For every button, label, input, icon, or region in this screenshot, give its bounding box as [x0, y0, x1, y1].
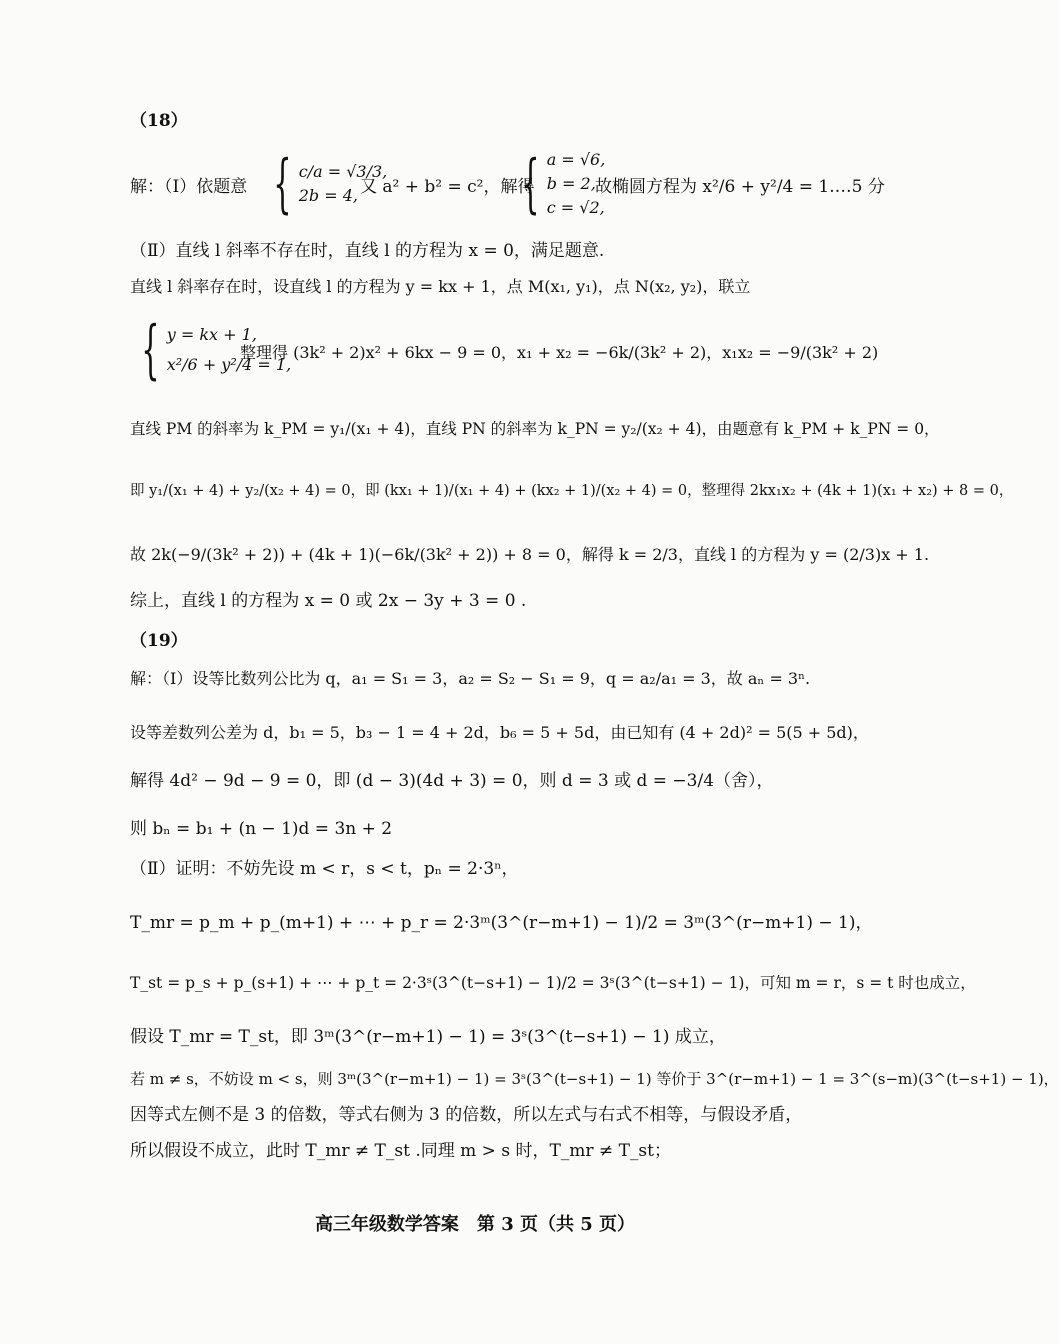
q18-sys2-eq3: c = √2, — [546, 198, 605, 217]
left-brace-icon: { — [273, 147, 292, 221]
left-brace-icon: { — [141, 313, 160, 387]
q18-part2-line2: 直线 l 斜率存在时，设直线 l 的方程为 y = kx + 1，点 M(x₁, y₁)，点 N(x₂, y₂)，联立 — [130, 277, 751, 296]
q18-sys3-eq2: x²/6 + y²/4 = 1, — [166, 355, 292, 374]
q19-number: （19） — [130, 631, 188, 651]
q19-part2-line1: （Ⅱ）证明：不妨先设 m < r，s < t，pₙ = 2·3ⁿ， — [130, 859, 519, 879]
q18-part2-line1: （Ⅱ）直线 l 斜率不存在时，直线 l 的方程为 x = 0，满足题意. — [130, 241, 605, 261]
q19-assumption: 假设 T_mr = T_st，即 3ᵐ(3^(r−m+1) − 1) = 3ˢ(3^(t−s+1) − 1) 成立， — [130, 1027, 726, 1047]
q19-contradiction: 因等式左侧不是 3 的倍数，等式右侧为 3 的倍数，所以左式与右式不相等，与假设矛盾， — [130, 1105, 803, 1125]
q19-part1-line2: 设等差数列公差为 d，b₁ = 5，b₃ − 1 = 4 + 2d，b₆ = 5 + 5d，由已知有 (4 + 2d)² = 5(5 + 5d)， — [130, 723, 869, 742]
page-footer: 高三年级数学答案 第 3 页（共 5 页） — [314, 1214, 636, 1235]
q19-sum-Tst: T_st = p_s + p_(s+1) + ⋯ + p_t = 2·3ˢ(3^(t−s+1) − 1)/2 = 3ˢ(3^(t−s+1) − 1)，可知 m = r，s = t 时也成立， — [130, 974, 976, 992]
left-brace-icon: { — [521, 147, 540, 221]
q19-case-m-lt-s: 若 m ≠ s，不妨设 m < s，则 3ᵐ(3^(r−m+1) − 1) = 3ˢ(3^(t−s+1) − 1) 等价于 3^(r−m+1) − 1 = 3^(s−m)(3^(t−s+1) − 1)， — [130, 1070, 1059, 1088]
q19-part1-line4: 则 bₙ = b₁ + (n − 1)d = 3n + 2 — [130, 819, 393, 839]
q19-final: 所以假设不成立，此时 T_mr ≠ T_st .同理 m > s 时，T_mr ≠ T_st； — [130, 1141, 671, 1161]
q18-slope-sum: 即 y₁/(x₁ + 4) + y₂/(x₂ + 4) = 0，即 (kx₁ + 1)/(x₁ + 4) + (kx₂ + 1)/(x₂ + 4) = 0，整理得 2kx₁x₂ + (4k + 1)(x₁ + x₂) + 8 = 0， — [130, 483, 1014, 499]
q19-part1-line3: 解得 4d² − 9d − 9 = 0，即 (d − 3)(4d + 3) = 0，则 d = 3 或 d = −3/4（舍）， — [130, 771, 774, 791]
q18-sys3-eq1: y = kx + 1, — [166, 325, 257, 344]
q18-conclusion: 综上，直线 l 的方程为 x = 0 或 2x − 3y + 3 = 0 . — [130, 591, 527, 611]
q18-ellipse-equation: 故椭圆方程为 x²/6 + y²/4 = 1.…5 分 — [595, 177, 885, 197]
q19-sum-Tmr: T_mr = p_m + p_(m+1) + ⋯ + p_r = 2·3ᵐ(3^(r−m+1) − 1)/2 = 3ᵐ(3^(r−m+1) − 1)， — [130, 913, 873, 933]
q18-combined-equation: 整理得 (3k² + 2)x² + 6kx − 9 = 0，x₁ + x₂ = −6k/(3k² + 2)，x₁x₂ = −9/(3k² + 2) — [240, 343, 879, 362]
q18-part1-mid: 又 a² + b² = c²，解得 — [360, 177, 535, 197]
q18-system-2 — [510, 148, 605, 220]
q18-sys1-eq1: c/a = √3/3, — [298, 162, 388, 181]
q18-sys2-eq2: b = 2, — [546, 174, 596, 193]
q18-sys2-eq1: a = √6, — [546, 150, 606, 169]
q18-solve-k: 故 2k(−9/(3k² + 2)) + (4k + 1)(−6k/(3k² + 2)) + 8 = 0，解得 k = 2/3，直线 l 的方程为 y = (2/3)x + 1. — [130, 545, 930, 564]
q18-slopes: 直线 PM 的斜率为 k_PM = y₁/(x₁ + 4)，直线 PN 的斜率为 k_PN = y₂/(x₂ + 4)，由题意有 k_PM + k_PN = 0， — [130, 420, 940, 438]
q18-part1-intro: 解：（Ⅰ）依题意 — [130, 177, 248, 197]
q18-number: （18） — [130, 111, 188, 131]
q18-sys1-eq3: 2b = 4, — [298, 186, 358, 205]
q19-part1-line1: 解：（Ⅰ）设等比数列公比为 q，a₁ = S₁ = 3，a₂ = S₂ − S₁ = 9，q = a₂/a₁ = 3，故 aₙ = 3ⁿ. — [130, 669, 811, 688]
